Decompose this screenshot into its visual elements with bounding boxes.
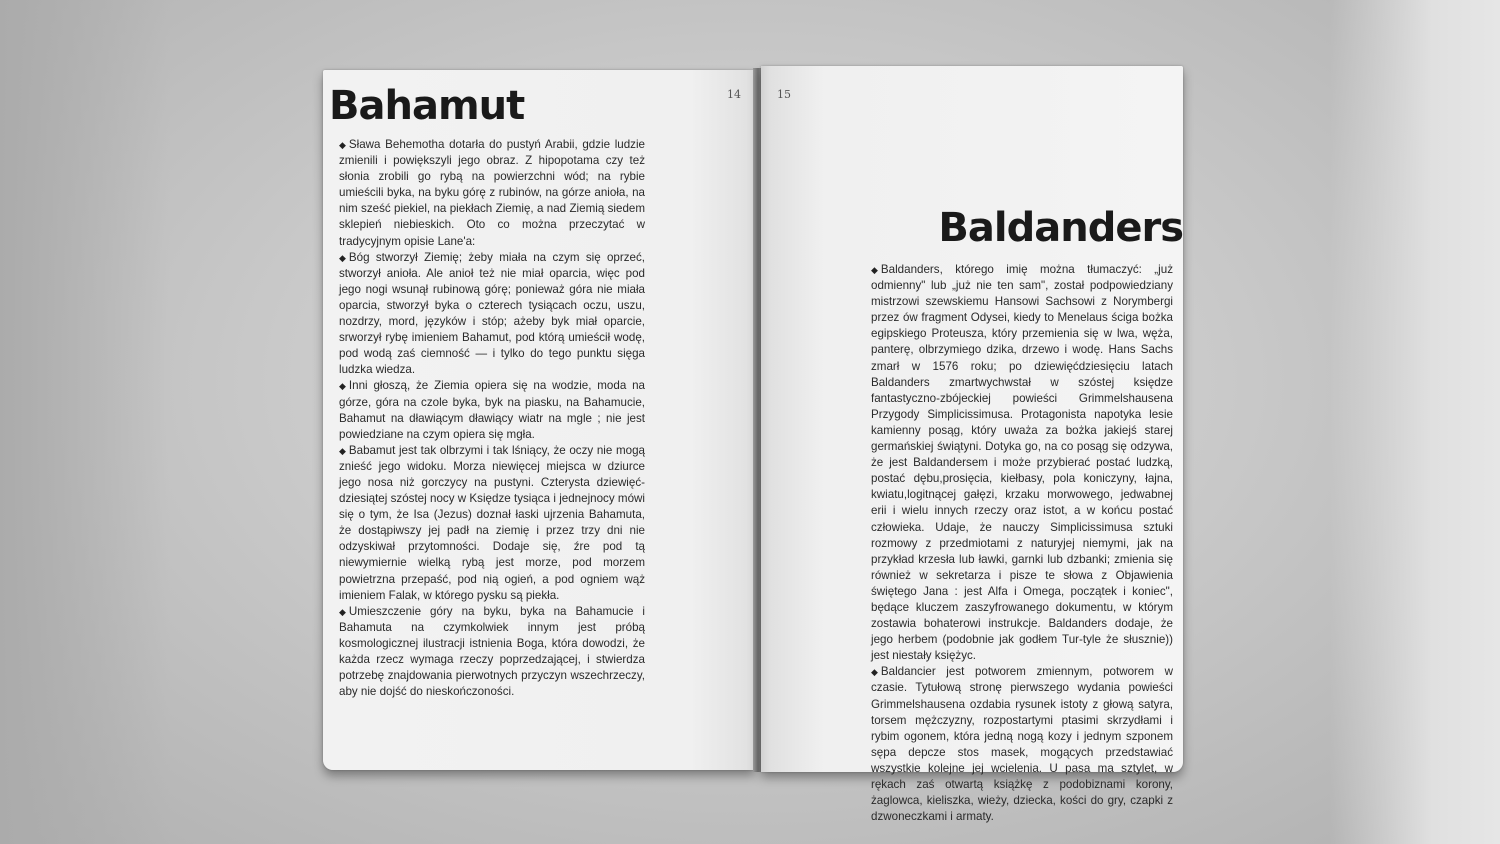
paragraph bbox=[339, 378, 645, 442]
diamond-bullet-icon: ◆ bbox=[339, 445, 346, 456]
paragraph bbox=[339, 137, 645, 250]
paragraph-text: Baldancier jest potworem zmiennym, potworem w czasie. Tytułową stronę pierwszego wydania powieści Grimmelshausena ozdabia rysunek istoty z głową satyra, torsem mężczyzny, rozpostartymi ptasimi skrzydłami i rybim ogonem, która jedną nogą kozy i jednym szponem sępa depcze stos masek, mogących przedstawiać wszystkie kolejne jej wcielenia. U pasa ma sztylet, w rękach zaś otwartą książkę z podobiznami korony, żaglowca, kieliszka, wieży, dziecka, kości do gry, czapki z dzwoneczkami i armaty. bbox=[871, 665, 1173, 824]
right-page bbox=[761, 66, 1183, 824]
diamond-bullet-icon: ◆ bbox=[871, 265, 878, 275]
diamond-bullet-icon: ◆ bbox=[871, 667, 878, 678]
page-title-baldanders: Baldanders bbox=[938, 205, 1183, 251]
background-shadow-left bbox=[0, 0, 170, 844]
open-booklet bbox=[323, 60, 1183, 824]
paragraph-text: Inni głoszą, że Ziemia opiera się na wodzie, moda na górze, góra na czole byka, byk na piasku, na Bahamucie, Bahamut na dławiącym dławiący wiatr na mgle ; nie jest powiedziane na czym opiera się mgła. bbox=[339, 379, 645, 441]
diamond-bullet-icon: ◆ bbox=[339, 381, 346, 392]
left-page bbox=[323, 70, 755, 770]
paragraph-text: Bóg stworzył Ziemię; żeby miała na czym się oprzeć, stworzył anioła. Ale anioł też nie miał oparcia, więc pod jego nogi wsunął rubinową górę; ponieważ góra nie miała oparcia, stworzył byka o czterech tysiącach oczu, uszu, nozdrzy, mord, języków i stóp; ażeby byk miał oparcie, srworzył rybę imieniem Bahamut, pod którą umieścił wodę, pod wodą zaś ciemność — i tylko do tego punktu sięga ludzka wiedza. bbox=[339, 250, 645, 377]
paragraph-text: Baldanders, którego imię można tłumaczyć: „już odmienny" lub „już nie ten sam", został podpowiedziany mistrzowi szewskiemu Hansowi Sachsowi z Norymbergi przez ów fragment Odysei, kiedy to Menelaus ściga bożka egipskiego Proteusza, który przemienia się w lwa, węża, panterę, olbrzymiego dzika, drzewo i wodę. Hans Sachs zmarł w 1576 roku; po dziewięćdziesięciu latach Baldanders zmartwychwstał w szóstej księdze fantastyczno-zbójeckiej powieści Grimmelshausena Przygody Simplicissimusa. Protagonista napotyka lesie kamienny posąg, który uważa za bożka jakiejś starej germańskiej świątyni. Dotyka go, na co posąg się odzywa, że jest Baldandersem i może przybierać postać ludzką, postać dębu,prosięcia, kiełbasy, pola koniczyny, łajna, kwiatu,logitnącej gałęzi, krzaku morwowego, jedwabnej erii i wielu innych rzeczy oraz istot, a w końcu postać człowieka. Udaje, że nauczy Simplicissimusa sztuki rozmowy z przedmiotami z naturyjej niemymi, jak na przykład krzesła lub ławki, garnki lub dzbanki; zmienia się również w sekretarza i pisze te słowa z Objawienia świętego Jana : jest Alfa i Omega, początek i koniec", będące kluczem zaszyfrowanego dokumentu, w którym zostawia bohaterowi instrukcje. Baldanders dodaje, że jego herbem (podobnie jak godłem Tur-tyle że słusznie)) jest niestały księżyc. bbox=[871, 263, 1173, 663]
background-highlight-right bbox=[1330, 0, 1500, 844]
diamond-bullet-icon: ◆ bbox=[339, 606, 346, 617]
paragraph-text: Babamut jest tak olbrzymi i tak lśniący, że oczy nie mogą znieść jego widoku. Morza niewięcej miejsca w dziurce jego nosa niż gorczycy na pustyni. Czterysta dziewięć-dziesiątej szóstej nocy w Księdze tysiąca i jednejnocy mówi się o tym, że Isa (Jezus) doznał łaski ujrzenia Bahamuta, że dostąpiwszy jej padł na ziemię i przez trzy dni nie odzyskiwał przytomności. Dodaje się, źre pod tą niewymiernie wielką rybą jest morze, pod morzem powietrzna przepaść, pod nią ogień, a pod ogniem wąż imieniem Falak, w którego pysku są piekła. bbox=[339, 443, 645, 602]
diamond-bullet-icon: ◆ bbox=[339, 252, 346, 263]
right-page-body bbox=[871, 262, 1173, 825]
page-title-bahamut: Bahamut bbox=[329, 83, 525, 129]
paragraph bbox=[339, 250, 645, 379]
page-number-right: 15 bbox=[777, 88, 791, 101]
diamond-bullet-icon: ◆ bbox=[339, 140, 346, 150]
paragraph bbox=[871, 262, 1173, 664]
paragraph-text: Umieszczenie góry na byku, byka na Bahamucie i Bahamuta na czymkolwiek innym jest próbą kosmologicznej ilustracji istnienia Boga, która dowodzi, że każda rzecz wymaga rzeczy poprzedzającej, i stwierdza potrzebę znajdowania pierwotnych przyczyn wszechrzeczy, aby nie dojść do nieskończoności. bbox=[339, 604, 645, 699]
paragraph bbox=[339, 604, 645, 701]
paragraph bbox=[871, 664, 1173, 825]
left-page-body bbox=[339, 137, 645, 700]
page-number-left: 14 bbox=[727, 88, 741, 101]
paragraph bbox=[339, 443, 645, 604]
paragraph-text: Sława Behemotha dotarła do pustyń Arabii, gdzie ludzie zmienili i powiększyli jego obraz. Z hipopotama czy też słonia zrobili go rybą na powierzchni wód; na rybie umieścili byka, na byku górę z rubinów, na górze anioła, na nim sześć piekiel, na piekłach Ziemię, a nad Ziemią siedem sklepień niebieskich. Oto co można przeczytać w tradycyjnym opisie Lane'a: bbox=[339, 138, 645, 248]
